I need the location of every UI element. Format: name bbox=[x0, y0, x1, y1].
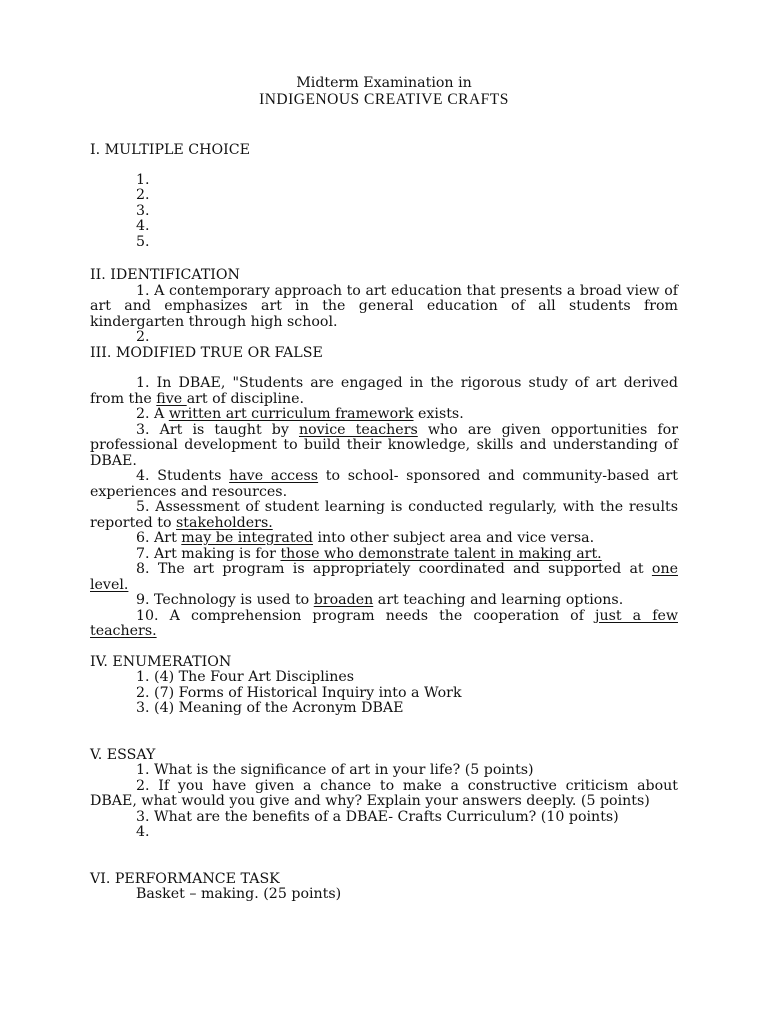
underlined-term: those who demonstrate talent in making art. bbox=[280, 545, 602, 562]
true-false-item-10: 10. A comprehension program needs the cooperation of just a few teachers. bbox=[90, 607, 678, 639]
section-true-false-heading: III. MODIFIED TRUE OR FALSE bbox=[90, 344, 323, 361]
true-false-item-2: 2. A written art curriculum framework exists. bbox=[136, 406, 464, 422]
true-false-item-3: 3. Art is taught by novice teachers who are given opportunities for professional development to build their knowledge, skills and understanding of DBAE. bbox=[90, 421, 678, 469]
essay-item-2: 2. If you have given a chance to make a constructive criticism about DBAE, what would you give and why? Explain your answers deeply. (5 points) bbox=[90, 777, 678, 809]
true-false-item-1: 1. In DBAE, "Students are engaged in the rigorous study of art derived from the five art of discipline. bbox=[90, 375, 678, 407]
underlined-term: have access bbox=[229, 468, 319, 484]
performance-task-item: Basket – making. (25 points) bbox=[136, 886, 342, 902]
multiple-choice-item: 1. bbox=[136, 171, 150, 188]
true-false-item-9: 9. Technology is used to broaden art teaching and learning options. bbox=[136, 592, 624, 608]
multiple-choice-item: 4. bbox=[136, 218, 150, 234]
section-multiple-choice-heading: I. MULTIPLE CHOICE bbox=[90, 142, 250, 158]
multiple-choice-list bbox=[90, 173, 678, 251]
multiple-choice-item: 2. bbox=[136, 187, 150, 203]
true-false-item-8: 8. The art program is appropriately coordinated and supported at one level. bbox=[90, 561, 678, 593]
underlined-term: written art curriculum framework bbox=[168, 406, 414, 422]
section-identification-heading: II. IDENTIFICATION bbox=[90, 267, 240, 283]
essay-item-4: 4. bbox=[136, 824, 150, 840]
identification-item-2: 2. bbox=[136, 329, 150, 345]
identification-item-1: 1. A contemporary approach to art education that presents a broad view of art and emphasizes art in the general education of all students from kindergarten through high school. bbox=[90, 282, 678, 330]
enumeration-item: 3. (4) Meaning of the Acronym DBAE bbox=[136, 700, 404, 716]
true-false-item-5: 5. Assessment of student learning is conducted regularly, with the results reported to stakeholders. bbox=[90, 499, 678, 531]
enumeration-item: 1. (4) The Four Art Disciplines bbox=[136, 669, 355, 685]
underlined-term: stakeholders. bbox=[176, 514, 273, 531]
multiple-choice-item: 5. bbox=[136, 233, 150, 250]
multiple-choice-item: 3. bbox=[136, 202, 150, 219]
exam-title-line1: Midterm Examination in bbox=[296, 75, 472, 91]
essay-item-3: 3. What are the benefits of a DBAE- Crafts Curriculum? (10 points) bbox=[136, 808, 619, 825]
essay-item-1: 1. What is the significance of art in your life? (5 points) bbox=[136, 762, 534, 778]
exam-title-line2: INDIGENOUS CREATIVE CRAFTS bbox=[259, 90, 509, 108]
section-essay-heading: V. ESSAY bbox=[90, 746, 156, 763]
exam-document bbox=[90, 76, 678, 903]
true-false-item-6: 6. Art may be integrated into other subject area and vice versa. bbox=[136, 530, 595, 546]
underlined-term: broaden bbox=[313, 592, 374, 608]
underlined-term: novice teachers bbox=[298, 421, 418, 438]
underlined-term: may be integrated bbox=[181, 530, 313, 546]
true-false-item-7: 7. Art making is for those who demonstrate talent in making art. bbox=[136, 545, 602, 562]
section-enumeration-heading: IV. ENUMERATION bbox=[90, 653, 232, 670]
true-false-item-4: 4. Students have access to school- sponsored and community-based art experiences and resources. bbox=[90, 468, 679, 500]
underlined-term: one level. bbox=[90, 561, 678, 593]
section-performance-task-heading: VI. PERFORMANCE TASK bbox=[90, 870, 280, 887]
underlined-term: five bbox=[156, 390, 187, 407]
enumeration-item: 2. (7) Forms of Historical Inquiry into a Work bbox=[136, 684, 462, 701]
underlined-term: just a few teachers. bbox=[90, 607, 678, 639]
